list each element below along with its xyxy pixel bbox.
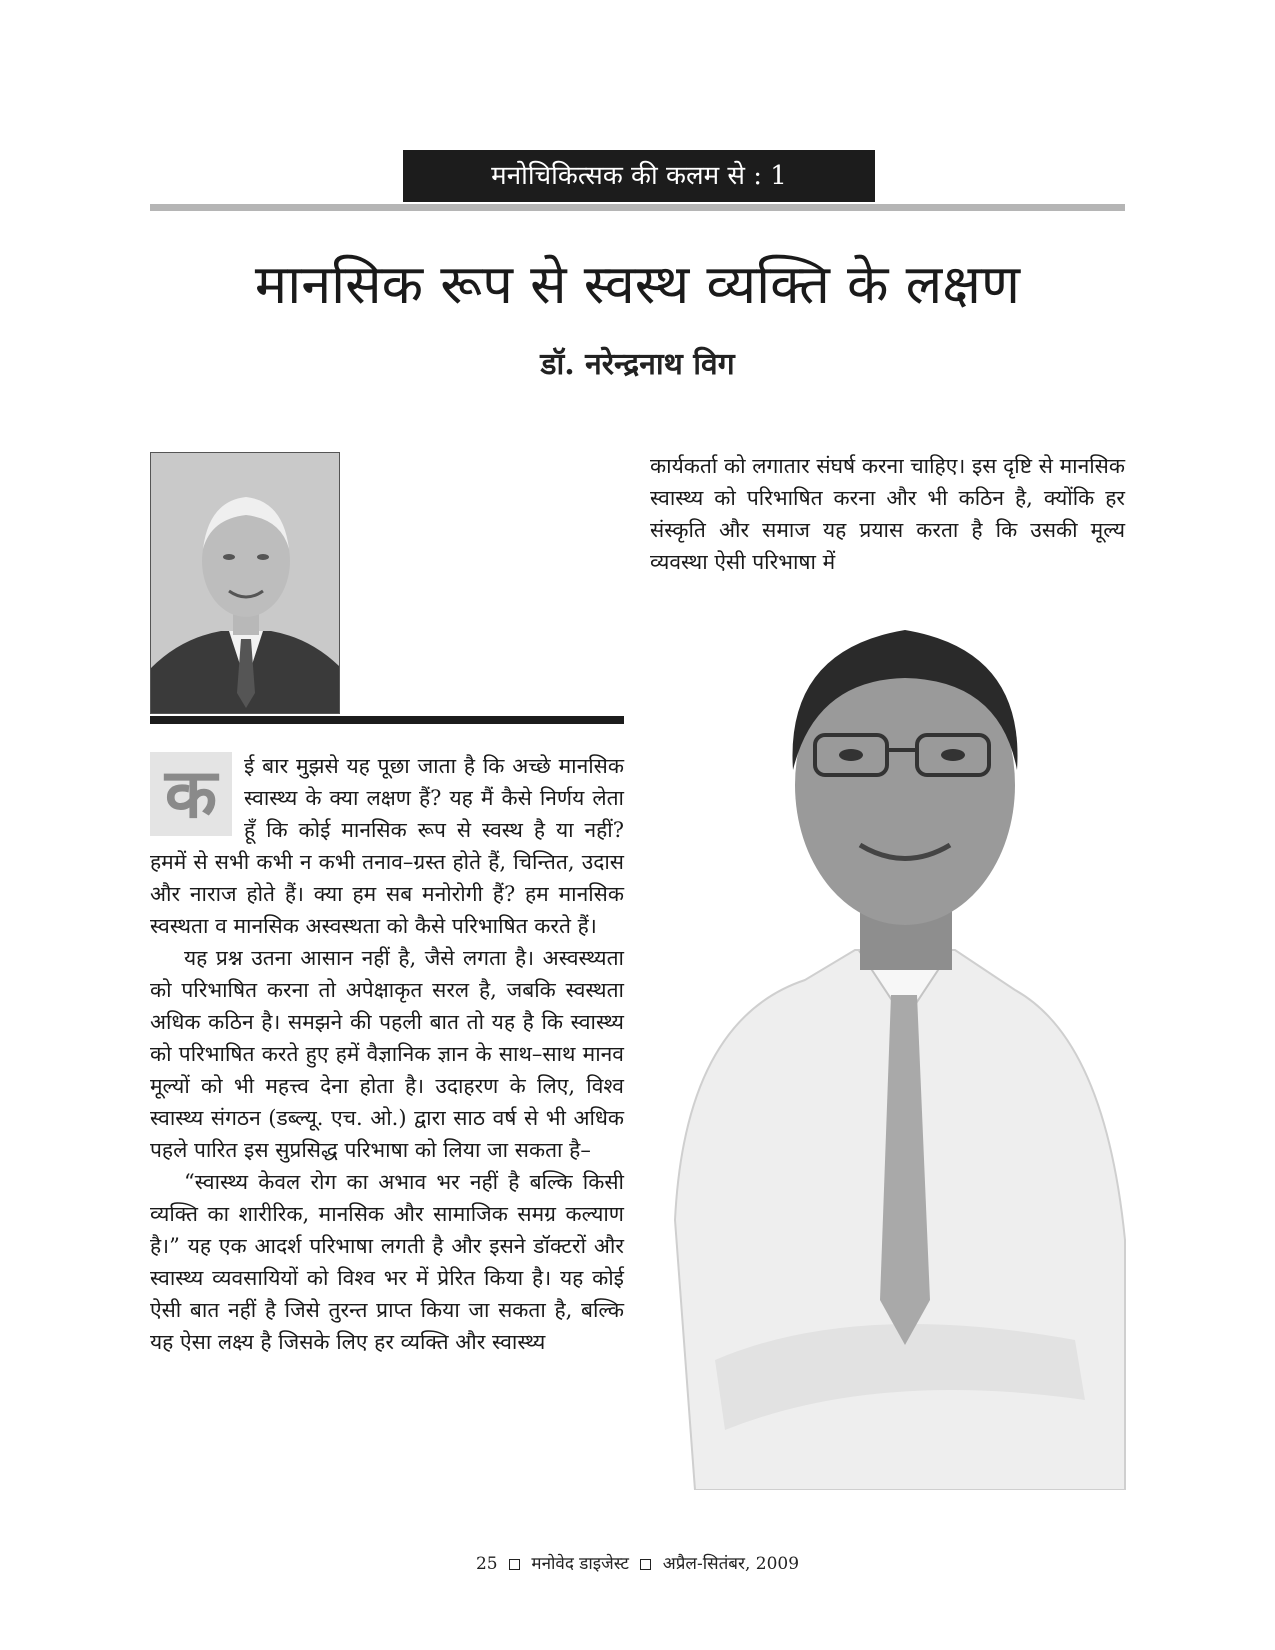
article-title: मानसिक रूप से स्वस्थ व्यक्ति के लक्षण — [254, 253, 1021, 316]
author-portrait — [150, 452, 340, 714]
article-author: डॉ. नरेन्द्रनाथ विग — [540, 347, 735, 382]
series-banner — [403, 150, 875, 202]
drop-cap: क — [150, 752, 232, 836]
paragraph-2: यह प्रश्न उतना आसान नहीं है, जैसे लगता है। अस्वस्थ्यता को परिभाषित करना तो अपेक्षाकृत सरल है, जबकि स्वस्थता अधिक कठिन है। समझने की पहली बात तो यह है कि स्वास्थ्य को परिभाषित करते हुए हमें वैज्ञानिक ज्ञान के साथ–साथ मानव मूल्यों को भी महत्त्व देना होता है। उदाहरण के लिए, विश्व स्वास्थ्य संगठन (डब्ल्यू. एच. ओ.) द्वारा साठ वर्ष से भी अधिक पहले पारित इस सुप्रसिद्ध परिभाषा को लिया जा सकता है– — [150, 946, 624, 1162]
page-footer — [150, 1552, 1125, 1576]
author-portrait-illustration — [151, 453, 340, 714]
publication-name: मनोवेद डाइजेस्ट — [531, 1554, 629, 1574]
paragraph-1-text: ई बार मुझसे यह पूछा जाता है कि अच्छे मानसिक स्वास्थ्य के क्या लक्षण हैं? यह मैं कैसे निर्णय लेता हूँ कि कोई मानसिक रूप से स्वस्थ है या नहीं? हममें से सभी कभी न कभी तनाव–ग्रस्त होते हैं, चिन्तित, उदास और नाराज होते हैं। क्या हम सब मनोरोगी हैं? हम मानसिक स्वस्थता व मानसिक अस्वस्थता को कैसे परिभाषित करते हैं। — [150, 754, 624, 938]
paragraph-1 — [150, 750, 624, 942]
right-column — [650, 450, 1125, 578]
issue-date: अप्रैल-सितंबर, 2009 — [662, 1554, 800, 1574]
young-man-photo — [655, 600, 1130, 1490]
separator-box-icon — [640, 1559, 651, 1570]
series-label: मनोचिकित्सक की कलम से : 1 — [491, 161, 787, 191]
page-number: 25 — [475, 1554, 498, 1574]
header-rule — [150, 204, 1125, 211]
paragraph-3: “स्वास्थ्य केवल रोग का अभाव भर नहीं है बल्कि किसी व्यक्ति का शारीरिक, मानसिक और सामाजिक समग्र कल्याण है।” यह एक आदर्श परिभाषा लगती है और इसने डॉक्टरों और स्वास्थ्य व्यवसायियों को विश्व भर में प्रेरित किया है। यह कोई ऐसी बात नहीं है जिसे तुरन्त प्राप्त किया जा सकता है, बल्कि यह ऐसा लक्ष्य है जिसके लिए हर व्यक्ति और स्वास्थ्य — [150, 1170, 624, 1354]
young-man-illustration — [655, 600, 1130, 1490]
right-paragraph: कार्यकर्ता को लगातार संघर्ष करना चाहिए। इस दृष्टि से मानसिक स्वास्थ्य को परिभाषित करना और भी कठिन है, क्योंकि हर संस्कृति और समाज यह प्रयास करता है कि उसकी मूल्य व्यवस्था ऐसी परिभाषा में — [650, 454, 1125, 574]
column-rule — [150, 716, 624, 724]
left-column — [150, 750, 624, 1358]
separator-box-icon — [509, 1559, 520, 1570]
